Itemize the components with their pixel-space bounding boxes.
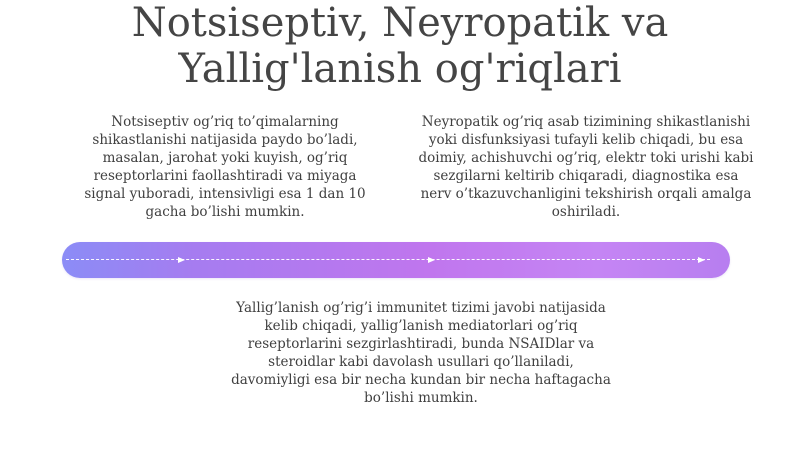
arrowhead-icon — [178, 257, 185, 263]
inflammatory-description: Yallig’lanish og’rig’i immunitet tizimi javobi natijasida kelib chiqadi, yallig’lanish mediatorlari og’riq reseptorlarini sezgirlashtiradi, bunda NSAIDlar va steroidlar kabi davolash usullari qo’llaniladi, davomiyligi esa bir necha kundan bir necha haftagacha bo’lishi mumkin. — [231, 300, 611, 406]
nociceptive-description: Notsiseptiv og’riq to’qimalarning shikastlanishi natijasida paydo bo’ladi, masalan, jarohat yoki kuyish, og’riq reseptorlarini faollashtiradi va miyaga signal yuboradi, intensivligi esa 1 dan 10 gacha bo’lishi mumkin. — [84, 114, 366, 220]
timeline-dashed-line — [66, 259, 710, 260]
title-line-1: Notsiseptiv, Neyropatik va — [131, 0, 669, 46]
page-title — [0, 0, 800, 92]
title-line-2: Yallig'lanish og'riqlari — [178, 46, 622, 92]
arrowhead-icon — [698, 257, 705, 263]
neuropathic-description: Neyropatik og’riq asab tizimining shikastlanishi yoki disfunksiyasi tufayli kelib chiqadi, bu esa doimiy, achishuvchi og’riq, elektr toki urishi kabi sezgilarni keltirib chiqaradi, diagnostika esa nerv o’tkazuvchanligini tekshirish orqali amalga oshiriladi. — [418, 114, 754, 220]
timeline-bar — [62, 242, 730, 278]
arrowhead-icon — [428, 257, 435, 263]
